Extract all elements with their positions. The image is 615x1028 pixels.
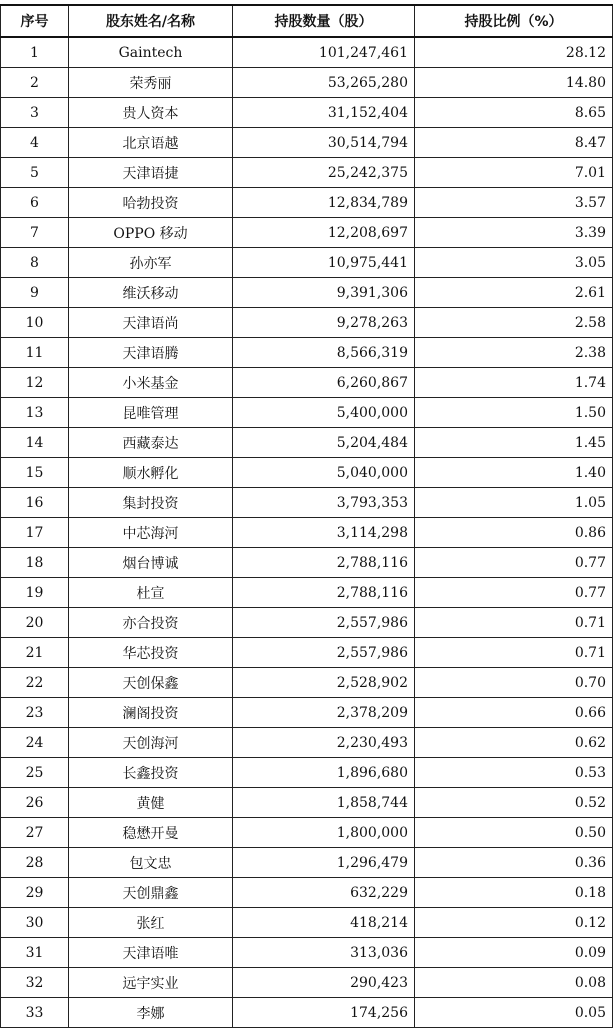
cell-shares: 5,400,000 (233, 398, 415, 428)
cell-shares: 2,788,116 (233, 548, 415, 578)
cell-shares: 1,800,000 (233, 818, 415, 848)
cell-name: 小米基金 (69, 368, 233, 398)
cell-seq: 2 (1, 68, 69, 98)
cell-name: 天津语腾 (69, 338, 233, 368)
cell-shares: 9,391,306 (233, 278, 415, 308)
cell-shares: 290,423 (233, 968, 415, 998)
cell-ratio: 1.40 (415, 458, 613, 488)
cell-name: 稳懋开曼 (69, 818, 233, 848)
cell-shares: 2,557,986 (233, 608, 415, 638)
cell-shares: 53,265,280 (233, 68, 415, 98)
cell-seq: 5 (1, 158, 69, 188)
cell-seq: 8 (1, 248, 69, 278)
cell-ratio: 1.45 (415, 428, 613, 458)
cell-name: 天创保鑫 (69, 668, 233, 698)
table-header (1, 5, 613, 37)
table-row (1, 98, 613, 128)
cell-shares: 3,114,298 (233, 518, 415, 548)
cell-seq: 28 (1, 848, 69, 878)
table-row (1, 758, 613, 788)
cell-seq: 29 (1, 878, 69, 908)
cell-name: 中芯海河 (69, 518, 233, 548)
cell-ratio: 2.38 (415, 338, 613, 368)
table-row (1, 518, 613, 548)
cell-seq: 19 (1, 578, 69, 608)
cell-seq: 3 (1, 98, 69, 128)
table-row (1, 68, 613, 98)
header-seq: 序号 (1, 5, 69, 37)
table-row (1, 308, 613, 338)
cell-seq: 14 (1, 428, 69, 458)
table-row (1, 398, 613, 428)
cell-shares: 30,514,794 (233, 128, 415, 158)
table-row (1, 158, 613, 188)
cell-shares: 2,378,209 (233, 698, 415, 728)
cell-shares: 10,975,441 (233, 248, 415, 278)
cell-seq: 15 (1, 458, 69, 488)
cell-shares: 12,208,697 (233, 218, 415, 248)
cell-seq: 24 (1, 728, 69, 758)
cell-seq: 9 (1, 278, 69, 308)
table-row (1, 638, 613, 668)
cell-seq: 16 (1, 488, 69, 518)
cell-seq: 1 (1, 37, 69, 68)
cell-name: 长鑫投资 (69, 758, 233, 788)
table-row (1, 908, 613, 938)
cell-ratio: 3.57 (415, 188, 613, 218)
cell-name: 天创鼎鑫 (69, 878, 233, 908)
cell-name: 哈勃投资 (69, 188, 233, 218)
cell-ratio: 0.09 (415, 938, 613, 968)
cell-seq: 31 (1, 938, 69, 968)
cell-ratio: 3.39 (415, 218, 613, 248)
cell-name: 天津语捷 (69, 158, 233, 188)
table-row (1, 938, 613, 968)
cell-ratio: 1.50 (415, 398, 613, 428)
cell-shares: 5,204,484 (233, 428, 415, 458)
table-row (1, 818, 613, 848)
header-shares: 持股数量（股） (233, 5, 415, 37)
cell-seq: 10 (1, 308, 69, 338)
cell-seq: 6 (1, 188, 69, 218)
cell-seq: 32 (1, 968, 69, 998)
header-name: 股东姓名/名称 (69, 5, 233, 37)
cell-shares: 418,214 (233, 908, 415, 938)
cell-seq: 11 (1, 338, 69, 368)
cell-ratio: 2.58 (415, 308, 613, 338)
cell-name: 天创海河 (69, 728, 233, 758)
cell-seq: 33 (1, 998, 69, 1028)
cell-shares: 6,260,867 (233, 368, 415, 398)
table-row (1, 968, 613, 998)
cell-name: 远宇实业 (69, 968, 233, 998)
cell-seq: 23 (1, 698, 69, 728)
table-row (1, 998, 613, 1028)
table-row (1, 458, 613, 488)
cell-ratio: 1.74 (415, 368, 613, 398)
table-row (1, 578, 613, 608)
cell-shares: 174,256 (233, 998, 415, 1028)
cell-name: 贵人资本 (69, 98, 233, 128)
table-row (1, 788, 613, 818)
cell-ratio: 0.70 (415, 668, 613, 698)
cell-name: 李娜 (69, 998, 233, 1028)
cell-seq: 4 (1, 128, 69, 158)
cell-name: 黄健 (69, 788, 233, 818)
cell-seq: 21 (1, 638, 69, 668)
cell-ratio: 0.71 (415, 638, 613, 668)
cell-name: 张红 (69, 908, 233, 938)
cell-ratio: 0.66 (415, 698, 613, 728)
cell-ratio: 0.08 (415, 968, 613, 998)
cell-ratio: 0.50 (415, 818, 613, 848)
cell-seq: 30 (1, 908, 69, 938)
cell-shares: 2,557,986 (233, 638, 415, 668)
cell-ratio: 0.36 (415, 848, 613, 878)
cell-seq: 12 (1, 368, 69, 398)
cell-shares: 9,278,263 (233, 308, 415, 338)
cell-seq: 27 (1, 818, 69, 848)
cell-name: 西藏泰达 (69, 428, 233, 458)
cell-ratio: 0.77 (415, 578, 613, 608)
cell-ratio: 0.86 (415, 518, 613, 548)
cell-name: 北京语越 (69, 128, 233, 158)
cell-seq: 22 (1, 668, 69, 698)
cell-name: 亦合投资 (69, 608, 233, 638)
cell-ratio: 0.62 (415, 728, 613, 758)
cell-seq: 17 (1, 518, 69, 548)
table-row (1, 338, 613, 368)
cell-shares: 632,229 (233, 878, 415, 908)
table-row (1, 218, 613, 248)
cell-name: 杜宣 (69, 578, 233, 608)
table-row (1, 698, 613, 728)
cell-name: 孙亦军 (69, 248, 233, 278)
cell-seq: 25 (1, 758, 69, 788)
table-row (1, 128, 613, 158)
cell-name: Gaintech (69, 37, 233, 68)
cell-shares: 1,896,680 (233, 758, 415, 788)
cell-seq: 26 (1, 788, 69, 818)
cell-ratio: 2.61 (415, 278, 613, 308)
cell-ratio: 8.47 (415, 128, 613, 158)
cell-name: 包文忠 (69, 848, 233, 878)
table-row (1, 188, 613, 218)
cell-ratio: 0.18 (415, 878, 613, 908)
cell-ratio: 7.01 (415, 158, 613, 188)
cell-ratio: 0.77 (415, 548, 613, 578)
cell-shares: 12,834,789 (233, 188, 415, 218)
cell-shares: 2,788,116 (233, 578, 415, 608)
cell-ratio: 0.52 (415, 788, 613, 818)
cell-shares: 3,793,353 (233, 488, 415, 518)
table-row (1, 278, 613, 308)
table-row (1, 668, 613, 698)
cell-name: 维沃移动 (69, 278, 233, 308)
header-ratio: 持股比例（%） (415, 5, 613, 37)
table-row (1, 728, 613, 758)
table-row (1, 368, 613, 398)
table-row (1, 548, 613, 578)
cell-ratio: 8.65 (415, 98, 613, 128)
cell-seq: 7 (1, 218, 69, 248)
cell-seq: 18 (1, 548, 69, 578)
header-row (1, 5, 613, 37)
cell-name: 昆唯管理 (69, 398, 233, 428)
cell-ratio: 0.05 (415, 998, 613, 1028)
table-row (1, 488, 613, 518)
cell-shares: 313,036 (233, 938, 415, 968)
cell-shares: 5,040,000 (233, 458, 415, 488)
table-row (1, 428, 613, 458)
cell-ratio: 28.12 (415, 37, 613, 68)
table-row (1, 878, 613, 908)
cell-ratio: 0.53 (415, 758, 613, 788)
cell-shares: 1,296,479 (233, 848, 415, 878)
cell-name: 烟台博诚 (69, 548, 233, 578)
table-body (1, 37, 613, 1028)
shareholder-table (0, 4, 613, 1028)
cell-ratio: 0.71 (415, 608, 613, 638)
table-row (1, 248, 613, 278)
cell-ratio: 3.05 (415, 248, 613, 278)
cell-shares: 8,566,319 (233, 338, 415, 368)
cell-shares: 1,858,744 (233, 788, 415, 818)
cell-ratio: 14.80 (415, 68, 613, 98)
cell-name: 天津语尚 (69, 308, 233, 338)
cell-name: 天津语唯 (69, 938, 233, 968)
cell-name: 荣秀丽 (69, 68, 233, 98)
cell-shares: 25,242,375 (233, 158, 415, 188)
table-row (1, 848, 613, 878)
cell-shares: 2,230,493 (233, 728, 415, 758)
table-row (1, 608, 613, 638)
cell-name: OPPO 移动 (69, 218, 233, 248)
cell-ratio: 1.05 (415, 488, 613, 518)
cell-name: 华芯投资 (69, 638, 233, 668)
cell-name: 集封投资 (69, 488, 233, 518)
cell-shares: 31,152,404 (233, 98, 415, 128)
cell-shares: 101,247,461 (233, 37, 415, 68)
cell-ratio: 0.12 (415, 908, 613, 938)
cell-seq: 13 (1, 398, 69, 428)
cell-seq: 20 (1, 608, 69, 638)
table-row (1, 37, 613, 68)
cell-name: 顺水孵化 (69, 458, 233, 488)
cell-name: 澜阁投资 (69, 698, 233, 728)
cell-shares: 2,528,902 (233, 668, 415, 698)
